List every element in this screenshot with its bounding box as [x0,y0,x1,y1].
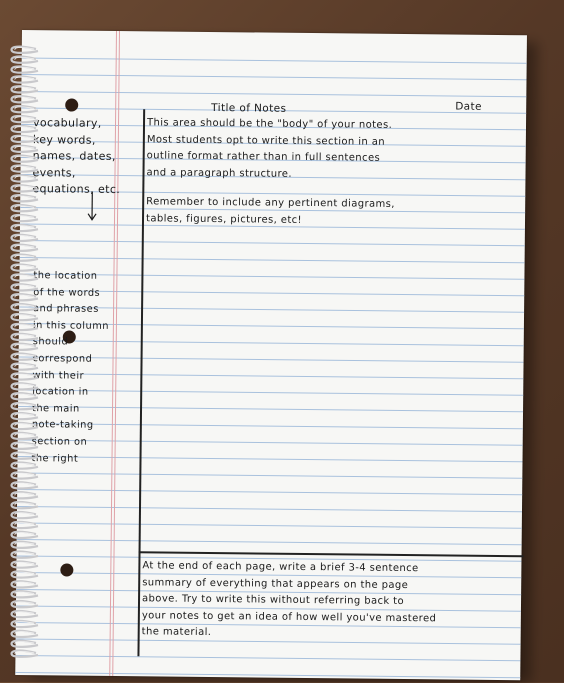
cue-column-keywords: vocabulary, key words, names, dates, events, equations, etc. [32,115,121,199]
down-arrow-icon [86,191,98,223]
summary-divider [139,551,524,557]
notebook-page [15,30,527,680]
punch-hole [65,98,78,111]
summary-text: At the end of each page, write a brief 3-4 sentence summary of everything that appears on the page above. Try to write this without referring back to your notes to get an idea of how well you've mastered the material. [142,558,437,644]
punch-hole [60,563,73,576]
notes-paragraph-2: Remember to include any pertinent diagrams, tables, figures, pictures, etc! [146,194,395,230]
date-label: Date [455,99,482,116]
page-title: Title of Notes [211,100,286,117]
cue-column-explanation: the location of the words and phrases in this column should correspond with their location in the main note-taking section on the right [31,268,109,468]
spiral-binding [0,42,44,662]
notes-paragraph-1: This area should be the "body" of your notes. Most students opt to write this section in an outline format rather than in full sentences and a paragraph structure. [146,115,392,184]
